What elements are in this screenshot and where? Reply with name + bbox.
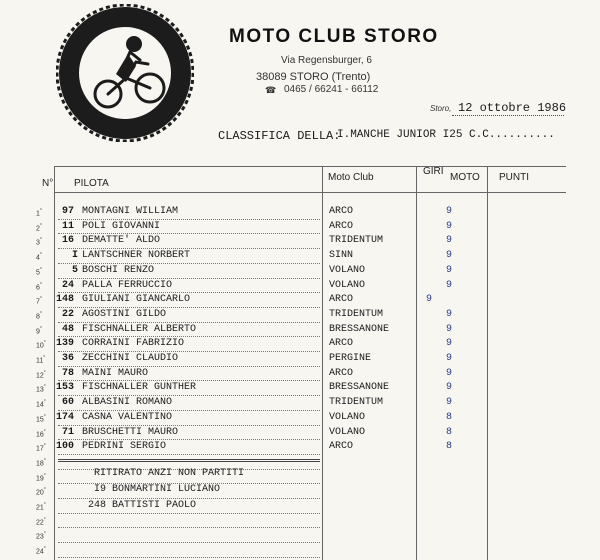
header-num: N° <box>42 178 54 189</box>
club-address: Via Regensburger, 6 <box>281 55 372 66</box>
laps-completed: 9 <box>426 294 433 306</box>
rider-club: VOLANO <box>329 264 366 276</box>
rider-name: LANTSCHNER NORBERT <box>82 250 191 262</box>
rider-club: TRIDENTUM <box>329 235 384 247</box>
row-number: 23° <box>36 531 46 541</box>
rider-club: SINN <box>329 250 354 262</box>
club-phone: 0465 / 66241 - 66112 <box>284 84 379 95</box>
rider-club: ARCO <box>329 294 354 306</box>
row-rule <box>58 454 320 455</box>
row-rule <box>58 395 320 396</box>
rider-number: I <box>72 250 79 262</box>
rider-number: 60 <box>62 397 75 409</box>
laps-completed: 9 <box>446 220 453 232</box>
laps-completed: 9 <box>446 279 453 291</box>
rider-club: ARCO <box>329 441 354 453</box>
row-rule <box>58 307 320 308</box>
row-number: 8° <box>36 310 42 321</box>
rider-number: 24 <box>62 279 75 291</box>
row-rule <box>58 366 320 367</box>
rider-club: BRESSANONE <box>329 323 390 335</box>
rider-name: DEMATTE' ALDO <box>82 235 161 247</box>
laps-completed: 9 <box>446 367 453 379</box>
rider-number: 100 <box>56 441 75 453</box>
row-number: 15° <box>36 413 46 424</box>
row-rule <box>58 410 320 411</box>
laps-completed: 8 <box>446 441 453 453</box>
row-rule <box>58 322 320 323</box>
laps-completed: 9 <box>446 235 453 247</box>
rider-club: PERGINE <box>329 353 372 364</box>
table-header-border <box>54 192 566 193</box>
rider-name: MAINI MAURO <box>82 367 149 379</box>
rider-number: 36 <box>62 353 75 364</box>
rider-number: 71 <box>62 426 75 438</box>
rider-name: ALBASINI ROMANO <box>82 397 173 409</box>
row-number: 11° <box>36 355 46 365</box>
laps-completed: 9 <box>446 323 453 335</box>
row-number: 3° <box>36 237 42 247</box>
rider-club: ARCO <box>329 367 354 379</box>
row-rule <box>58 351 320 352</box>
row-number: 21° <box>36 502 46 512</box>
classification-label: CLASSIFICA DELLA: <box>218 129 341 143</box>
row-number: 5° <box>36 266 42 277</box>
laps-completed: 9 <box>446 382 453 394</box>
row-number: 12° <box>36 369 46 380</box>
row-number: 10° <box>36 340 46 350</box>
laps-completed: 9 <box>446 308 453 320</box>
row-number: 2° <box>36 222 42 233</box>
col-divider-points <box>487 166 488 560</box>
rider-club: ARCO <box>329 338 354 350</box>
row-rule <box>58 498 320 499</box>
laps-completed: 8 <box>446 426 453 438</box>
rider-name: CASNA VALENTINO <box>82 411 173 423</box>
row-rule <box>58 278 320 279</box>
rider-name: GIULIANI GIANCARLO <box>82 294 191 306</box>
row-number: 6° <box>36 281 42 291</box>
rider-name: POLI GIOVANNI <box>82 220 161 232</box>
club-city: 38089 STORO (Trento) <box>256 71 371 83</box>
rider-name: FISCHNALLER ALBERTO <box>82 323 197 335</box>
row-number: 20° <box>36 487 46 497</box>
row-rule <box>58 557 320 558</box>
rider-number: 174 <box>56 411 75 423</box>
row-rule <box>58 292 320 293</box>
race-date: 12 ottobre 1986 <box>458 101 567 115</box>
rider-number: 48 <box>62 323 75 335</box>
rider-number: 16 <box>62 235 75 247</box>
laps-completed: 9 <box>446 353 453 364</box>
row-rule <box>58 439 320 440</box>
row-number: 14° <box>36 399 46 409</box>
row-rule <box>58 380 320 381</box>
table-left-border <box>54 166 55 560</box>
row-number: 4° <box>36 252 42 262</box>
rider-club: VOLANO <box>329 411 366 423</box>
row-number: 22° <box>36 516 46 527</box>
row-rule <box>58 542 320 543</box>
row-number: 19° <box>36 472 46 482</box>
place-label: Storo, <box>430 104 452 113</box>
retired-entry: 248 BATTISTI PAOLO <box>88 499 197 511</box>
row-rule <box>58 248 320 249</box>
row-rule <box>58 513 320 514</box>
date-underline <box>452 115 564 116</box>
header-points: PUNTI <box>499 172 529 183</box>
rider-number: 22 <box>62 308 75 320</box>
rider-name: BRUSCHETTI MAURO <box>82 426 179 438</box>
header-rider: PILOTA <box>74 178 109 189</box>
laps-completed: 9 <box>446 250 453 262</box>
rider-name: CORRAINI FABRIZIO <box>82 338 185 350</box>
rider-number: 11 <box>62 220 75 232</box>
laps-completed: 9 <box>446 338 453 350</box>
retired-separator <box>58 459 320 462</box>
row-number: 16° <box>36 428 46 438</box>
club-logo <box>56 4 194 142</box>
rider-name: MONTAGNI WILLIAM <box>82 206 179 217</box>
row-rule <box>58 527 320 528</box>
rider-name: FISCHNALLER GUNTHER <box>82 382 197 394</box>
laps-completed: 8 <box>446 411 453 423</box>
retired-entry: I9 BONMARTINI LUCIANO <box>94 483 221 495</box>
rider-name: PALLA FERRUCCIO <box>82 279 173 291</box>
laps-completed: 9 <box>446 397 453 409</box>
rider-club: BRESSANONE <box>329 382 390 394</box>
rider-club: VOLANO <box>329 279 366 291</box>
row-rule <box>58 263 320 264</box>
phone-icon: ☎ <box>265 85 277 95</box>
club-name: MOTO CLUB STORO <box>229 26 439 47</box>
table-top-border <box>54 166 566 167</box>
col-divider-laps <box>416 166 417 560</box>
row-number: 1° <box>36 208 42 218</box>
rider-name: ZECCHINI CLAUDIO <box>82 353 179 364</box>
rider-name: PEDRINI SERGIO <box>82 441 167 453</box>
rider-number: 78 <box>62 367 75 379</box>
classification-value: I.MANCHE JUNIOR I25 C.C.......... <box>337 129 555 141</box>
rider-name: AGOSTINI GILDO <box>82 308 167 320</box>
rider-number: 148 <box>56 294 75 306</box>
rider-club: ARCO <box>329 220 354 232</box>
rider-club: TRIDENTUM <box>329 397 384 409</box>
header-bike: MOTO <box>450 172 480 183</box>
rider-number: 5 <box>72 264 79 276</box>
row-rule <box>58 425 320 426</box>
retired-title: RITIRATO ANZI NON PARTITI <box>94 467 245 479</box>
laps-completed: 9 <box>446 206 453 217</box>
row-number: 9° <box>36 325 42 335</box>
row-rule <box>58 219 320 220</box>
header-laps: GIRI <box>423 166 444 177</box>
row-rule <box>58 336 320 337</box>
col-divider-club <box>322 166 323 560</box>
rider-number: 97 <box>62 206 75 217</box>
row-number: 24° <box>36 546 46 556</box>
rider-name: BOSCHI RENZO <box>82 264 155 276</box>
row-number: 13° <box>36 384 46 394</box>
laps-completed: 9 <box>446 264 453 276</box>
rider-number: 139 <box>56 338 75 350</box>
header-club: Moto Club <box>328 172 374 183</box>
rider-number: 153 <box>56 382 75 394</box>
row-number: 7° <box>36 296 42 306</box>
row-number: 18° <box>36 457 46 468</box>
row-number: 17° <box>36 443 46 453</box>
rider-club: ARCO <box>329 206 354 217</box>
rider-club: VOLANO <box>329 426 366 438</box>
rider-club: TRIDENTUM <box>329 308 384 320</box>
